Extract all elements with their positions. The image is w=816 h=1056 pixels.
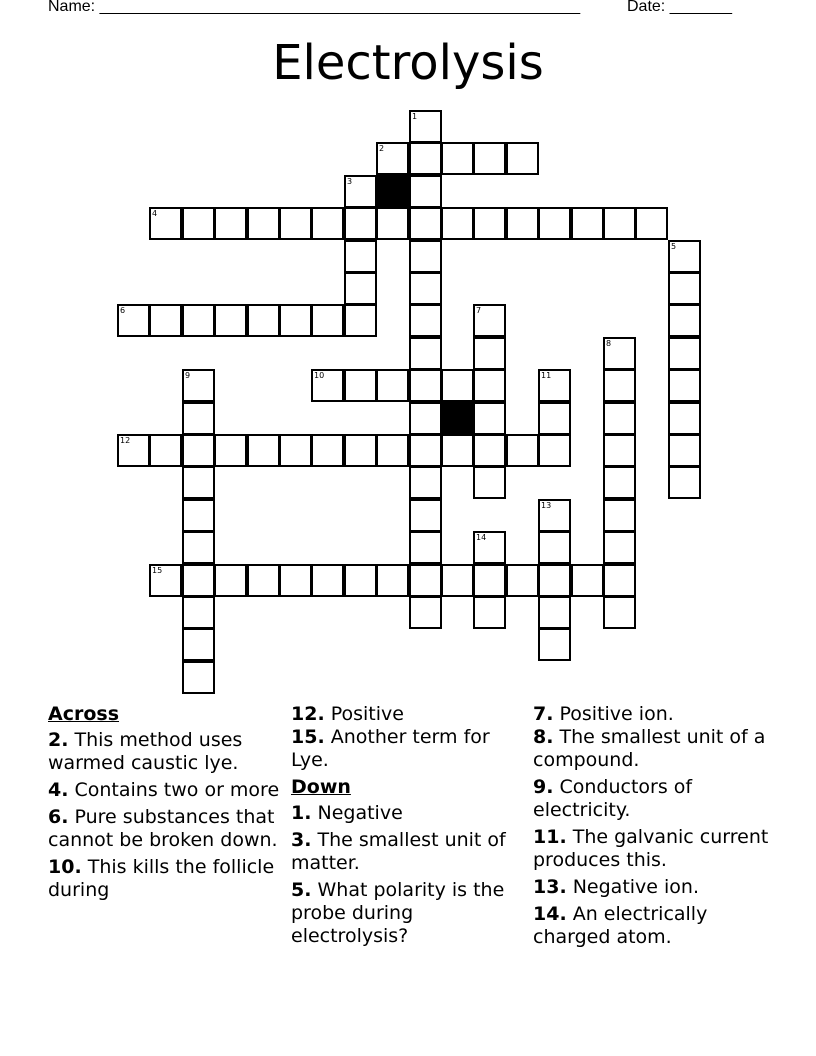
grid-cell[interactable] bbox=[538, 369, 571, 402]
grid-cell[interactable] bbox=[473, 304, 506, 337]
grid-cell[interactable] bbox=[409, 110, 442, 143]
grid-cell[interactable] bbox=[538, 531, 571, 564]
clues-column-2 bbox=[291, 703, 527, 952]
grid-cell[interactable] bbox=[376, 369, 409, 402]
clue-across-6: 6. Pure substances that cannot be broken down. bbox=[48, 806, 278, 851]
grid-cell[interactable] bbox=[376, 207, 409, 240]
clue-number: 11 bbox=[541, 371, 552, 380]
grid-cell[interactable] bbox=[344, 240, 377, 273]
clue-across-12: 12. Positive bbox=[291, 703, 404, 725]
grid-cell[interactable] bbox=[473, 142, 506, 175]
grid-cell[interactable] bbox=[473, 207, 506, 240]
grid-cell[interactable] bbox=[117, 304, 150, 337]
grid-cell[interactable] bbox=[182, 304, 215, 337]
clue-down-14: 14. An electrically charged atom. bbox=[533, 903, 708, 948]
grid-cell[interactable] bbox=[473, 402, 506, 435]
clue-number: 9 bbox=[185, 371, 191, 380]
clues-column-3 bbox=[533, 703, 769, 953]
clue-down-11: 11. The galvanic current produces this. bbox=[533, 826, 769, 871]
grid-cell[interactable] bbox=[668, 337, 701, 370]
grid-cell[interactable] bbox=[538, 628, 571, 661]
clue-across-10: 10. This kills the follicle during bbox=[48, 856, 275, 901]
clue-number: 2 bbox=[379, 144, 385, 153]
clue-down-5: 5. What polarity is the probe during electrolysis? bbox=[291, 879, 505, 947]
clue-across-2: 2. This method uses warmed caustic lye. bbox=[48, 729, 243, 774]
grid-cell[interactable] bbox=[182, 402, 215, 435]
clue-number: 5 bbox=[671, 242, 677, 251]
grid-cell[interactable] bbox=[182, 466, 215, 499]
grid-cell[interactable] bbox=[409, 596, 442, 629]
grid-cell[interactable] bbox=[344, 272, 377, 305]
grid-cell[interactable] bbox=[182, 434, 215, 467]
grid-cell[interactable] bbox=[409, 369, 442, 402]
grid-cell[interactable] bbox=[182, 207, 215, 240]
grid-cell[interactable] bbox=[538, 402, 571, 435]
clue-down-13: 13. Negative ion. bbox=[533, 876, 700, 898]
grid-cell[interactable] bbox=[182, 369, 215, 402]
grid-cell[interactable] bbox=[473, 596, 506, 629]
grid-cell[interactable] bbox=[344, 369, 377, 402]
grid-cell[interactable] bbox=[182, 596, 215, 629]
clue-number: 13 bbox=[541, 501, 552, 510]
grid-cell[interactable] bbox=[538, 434, 571, 467]
clue-down-9: 9. Conductors of electricity. bbox=[533, 776, 693, 821]
grid-cell[interactable] bbox=[441, 207, 474, 240]
clue-down-8: 8. The smallest unit of a compound. bbox=[533, 726, 766, 771]
grid-cell[interactable] bbox=[409, 175, 442, 208]
clue-number: 4 bbox=[152, 209, 158, 218]
grid-cell[interactable] bbox=[279, 304, 312, 337]
block-cell bbox=[441, 402, 474, 435]
grid-cell[interactable] bbox=[409, 434, 442, 467]
grid-cell[interactable] bbox=[214, 434, 247, 467]
name-field[interactable]: Name: ______________________________________________________ bbox=[48, 0, 581, 15]
grid-cell[interactable] bbox=[247, 564, 280, 597]
grid-cell[interactable] bbox=[214, 304, 247, 337]
grid-cell[interactable] bbox=[247, 207, 280, 240]
puzzle-title: Electrolysis bbox=[272, 35, 544, 91]
grid-cell[interactable] bbox=[571, 207, 604, 240]
grid-cell[interactable] bbox=[668, 402, 701, 435]
down-heading: Down bbox=[291, 776, 351, 798]
grid-cell[interactable] bbox=[441, 434, 474, 467]
grid-cell[interactable] bbox=[603, 596, 636, 629]
grid-cell[interactable] bbox=[603, 337, 636, 370]
grid-cell[interactable] bbox=[311, 434, 344, 467]
clue-number: 12 bbox=[120, 436, 131, 445]
grid-cell[interactable] bbox=[668, 240, 701, 273]
grid-cell[interactable] bbox=[571, 564, 604, 597]
grid-cell[interactable] bbox=[538, 499, 571, 532]
clue-down-1: 1. Negative bbox=[291, 802, 403, 824]
grid-cell[interactable] bbox=[603, 369, 636, 402]
grid-cell[interactable] bbox=[182, 564, 215, 597]
grid-cell[interactable] bbox=[247, 304, 280, 337]
grid-cell[interactable] bbox=[506, 207, 539, 240]
grid-cell[interactable] bbox=[149, 207, 182, 240]
grid-cell[interactable] bbox=[409, 531, 442, 564]
grid-cell[interactable] bbox=[441, 142, 474, 175]
grid-cell[interactable] bbox=[344, 207, 377, 240]
grid-cell[interactable] bbox=[473, 369, 506, 402]
grid-cell[interactable] bbox=[311, 369, 344, 402]
clue-number: 6 bbox=[120, 306, 126, 315]
grid-cell[interactable] bbox=[344, 434, 377, 467]
clues-column-1 bbox=[48, 703, 284, 906]
clue-number: 7 bbox=[476, 306, 482, 315]
grid-cell[interactable] bbox=[182, 499, 215, 532]
grid-cell[interactable] bbox=[344, 564, 377, 597]
grid-cell[interactable] bbox=[538, 207, 571, 240]
grid-cell[interactable] bbox=[409, 207, 442, 240]
grid-cell[interactable] bbox=[603, 531, 636, 564]
grid-cell[interactable] bbox=[182, 661, 215, 694]
grid-cell[interactable] bbox=[538, 596, 571, 629]
grid-cell[interactable] bbox=[149, 434, 182, 467]
grid-cell[interactable] bbox=[311, 304, 344, 337]
grid-cell[interactable] bbox=[149, 564, 182, 597]
grid-cell[interactable] bbox=[506, 142, 539, 175]
grid-cell[interactable] bbox=[473, 434, 506, 467]
grid-cell[interactable] bbox=[668, 466, 701, 499]
grid-cell[interactable] bbox=[409, 272, 442, 305]
clue-down-7: 7. Positive ion. bbox=[533, 703, 674, 725]
clue-number: 15 bbox=[152, 566, 163, 575]
grid-cell[interactable] bbox=[473, 466, 506, 499]
grid-cell[interactable] bbox=[409, 142, 442, 175]
grid-cell[interactable] bbox=[311, 564, 344, 597]
grid-cell[interactable] bbox=[344, 304, 377, 337]
grid-cell[interactable] bbox=[635, 207, 668, 240]
grid-cell[interactable] bbox=[409, 499, 442, 532]
grid-cell[interactable] bbox=[603, 564, 636, 597]
grid-cell[interactable] bbox=[441, 369, 474, 402]
grid-cell[interactable] bbox=[473, 564, 506, 597]
grid-cell[interactable] bbox=[182, 531, 215, 564]
grid-cell[interactable] bbox=[409, 240, 442, 273]
grid-cell[interactable] bbox=[441, 564, 474, 597]
grid-cell[interactable] bbox=[247, 434, 280, 467]
clue-across-15: 15. Another term for Lye. bbox=[291, 726, 490, 771]
grid-cell[interactable] bbox=[376, 434, 409, 467]
grid-cell[interactable] bbox=[668, 369, 701, 402]
grid-cell[interactable] bbox=[311, 207, 344, 240]
grid-cell[interactable] bbox=[149, 304, 182, 337]
grid-cell[interactable] bbox=[603, 499, 636, 532]
clue-across-4: 4. Contains two or more bbox=[48, 779, 280, 801]
grid-cell[interactable] bbox=[117, 434, 150, 467]
grid-cell[interactable] bbox=[506, 434, 539, 467]
grid-cell[interactable] bbox=[603, 466, 636, 499]
clue-number: 1 bbox=[412, 112, 418, 121]
grid-cell[interactable] bbox=[603, 434, 636, 467]
grid-cell[interactable] bbox=[473, 531, 506, 564]
grid-cell[interactable] bbox=[409, 304, 442, 337]
grid-cell[interactable] bbox=[603, 402, 636, 435]
grid-cell[interactable] bbox=[506, 564, 539, 597]
grid-cell[interactable] bbox=[409, 564, 442, 597]
grid-cell[interactable] bbox=[279, 564, 312, 597]
grid-cell[interactable] bbox=[409, 466, 442, 499]
grid-cell[interactable] bbox=[376, 564, 409, 597]
grid-cell[interactable] bbox=[344, 175, 377, 208]
grid-cell[interactable] bbox=[668, 434, 701, 467]
grid-cell[interactable] bbox=[214, 207, 247, 240]
grid-cell[interactable] bbox=[538, 564, 571, 597]
grid-cell[interactable] bbox=[603, 207, 636, 240]
across-heading: Across bbox=[48, 703, 120, 725]
clue-number: 10 bbox=[314, 371, 325, 380]
grid-cell[interactable] bbox=[376, 142, 409, 175]
clue-down-3: 3. The smallest unit of matter. bbox=[291, 829, 506, 874]
grid-cell[interactable] bbox=[279, 434, 312, 467]
block-cell bbox=[376, 175, 409, 208]
clue-number: 14 bbox=[476, 533, 487, 542]
grid-cell[interactable] bbox=[409, 402, 442, 435]
grid-cell[interactable] bbox=[409, 337, 442, 370]
grid-cell[interactable] bbox=[668, 272, 701, 305]
clue-number: 8 bbox=[606, 339, 612, 348]
grid-cell[interactable] bbox=[279, 207, 312, 240]
grid-cell[interactable] bbox=[182, 628, 215, 661]
clue-number: 3 bbox=[347, 177, 353, 186]
grid-cell[interactable] bbox=[214, 564, 247, 597]
grid-cell[interactable] bbox=[668, 304, 701, 337]
date-field[interactable]: Date: _______ bbox=[627, 0, 732, 15]
grid-cell[interactable] bbox=[473, 337, 506, 370]
